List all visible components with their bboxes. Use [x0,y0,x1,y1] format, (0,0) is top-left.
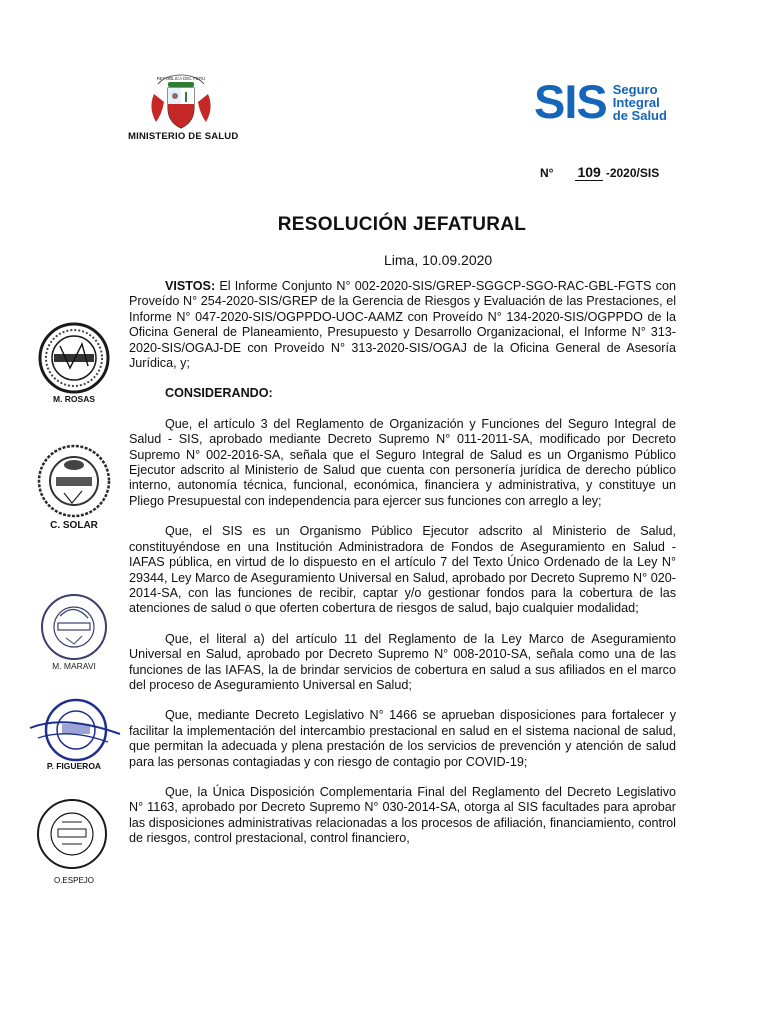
ministry-name: MINISTERIO DE SALUD [128,131,239,142]
paragraph-4: Que, mediante Decreto Legislativo N° 1466 se aprueban disposiciones para fortalecer y facilitar la implementación del intercambio prestacional en salud en el sistema nacional de salud, que permitan la adecuada y plena prestación de los servicios de prevención y atención de salud para las personas contagiadas y con riesgo de contagio por COVID-19; [129,708,676,769]
stamp-label: C. SOLAR [50,520,98,531]
paragraph-1: Que, el artículo 3 del Reglamento de Organización y Funciones del Seguro Integral de Salud - SIS, aprobado mediante Decreto Supremo N° 011-2011-SA, modificado por Decreto Supremo N° 002-2016-SA, señala que el Seguro Integral de Salud es un Organismo Público Ejecutor adscrito al Ministerio de Salud que cuenta con personería jurídica de derecho público interno, autonomía técnica, funcional, económica, financiera y administrativa, y constituye un Pliego Presupuestal con independencia para ejercer sus funciones con arreglo a ley; [129,416,676,508]
resolution-number [540,164,659,181]
paragraph-2: Que, el SIS es un Organismo Público Ejecutor adscrito al Ministerio de Salud, constituyéndose en una Institución Administradora de Fondos de Aseguramiento en Salud - IAFAS pública, en virtud de lo dispuesto en el artículo 7 del Texto Único Ordenado de la Ley N° 29344, Ley Marco de Aseguramiento Universal en Salud, aprobado por Decreto Supremo N° 020-2014-SA, con las funciones de recibir, captar y/o gestionar fondos para la cobertura de las atenciones de salud o que oferten cobertura de riesgos de salud, bajo cualquier modalidad; [129,524,676,616]
sis-logo-line-1: Seguro [612,81,658,97]
stamp-figueroa [24,698,124,774]
paragraph-5: Que, la Única Disposición Complementaria Final del Reglamento del Decreto Legislativo N° 1163, aprobado por Decreto Supremo N° 030-2014-SA, otorga al SIS facultades para aprobar las disposiciones administrativas relacionadas a los procesos de afiliación, financiamiento, control de riesgos, control prestacional, control financiero, [129,784,676,846]
sis-logo-line-2: Integral [612,94,660,110]
stamp-maravi [24,592,124,676]
sis-logo-text [613,83,667,122]
number-suffix: -2020/SIS [605,166,660,180]
stamp-label: M. ROSAS [52,394,96,404]
stamp-label: O.ESPEJO [53,876,94,885]
stamp-solar [24,443,124,533]
stamp-rosas [24,322,124,406]
sis-logo-line-3: de Salud [612,107,667,123]
considerando-heading: CONSIDERANDO: [165,386,273,401]
document-title: RESOLUCIÓN JEFATURAL [277,214,527,235]
stamp-espejo [24,796,124,888]
number-value: 109 [577,164,601,180]
number-prefix: N° [540,166,554,180]
document-body [129,279,676,862]
stamp-label: M. MARAVI [52,661,96,671]
document-date: Lima, 10.09.2020 [384,252,493,268]
vistos-paragraph [129,279,676,371]
stamp-label: P. FIGUEROA [46,761,102,771]
sis-logo-mark: SIS [534,75,607,128]
sis-logo [534,75,667,128]
paragraph-3: Que, el literal a) del artículo 11 del Reglamento de la Ley Marco de Aseguramiento Universal en Salud, aprobado por Decreto Supremo N° 008-2010-SA, señala como una de las funciones de las IAFAS, la de brindar servicios de cobertura en salud a sus afiliados en el marco del proceso de Aseguramiento Universal en Salud; [129,631,676,692]
peru-shield-logo [148,72,214,132]
vistos-label: VISTOS: [165,279,216,293]
vistos-text: El Informe Conjunto N° 002-2020-SIS/GREP-SGGCP-SGO-RAC-GBL-FGTS con Proveído N° 254-2020-SIS/GREP de la Gerencia de Riesgos y Evaluación de las Prestaciones, el Informe N° 047-2020-SIS/OGPPDO-UOC-AAMZ con Proveído N° 134-2020-SIS/OGPPDO de la Oficina General de Planeamiento, Presupuesto y Desarrollo Organizacional, el Informe N° 313-2020-SIS/OGAJ-DE con Proveído N° 313-2020-SIS/OGAJ de la Oficina General de Asesoría Jurídica, y; [129,279,676,371]
shield-caption: REPÚBLICA DEL PERÚ [156,76,206,81]
